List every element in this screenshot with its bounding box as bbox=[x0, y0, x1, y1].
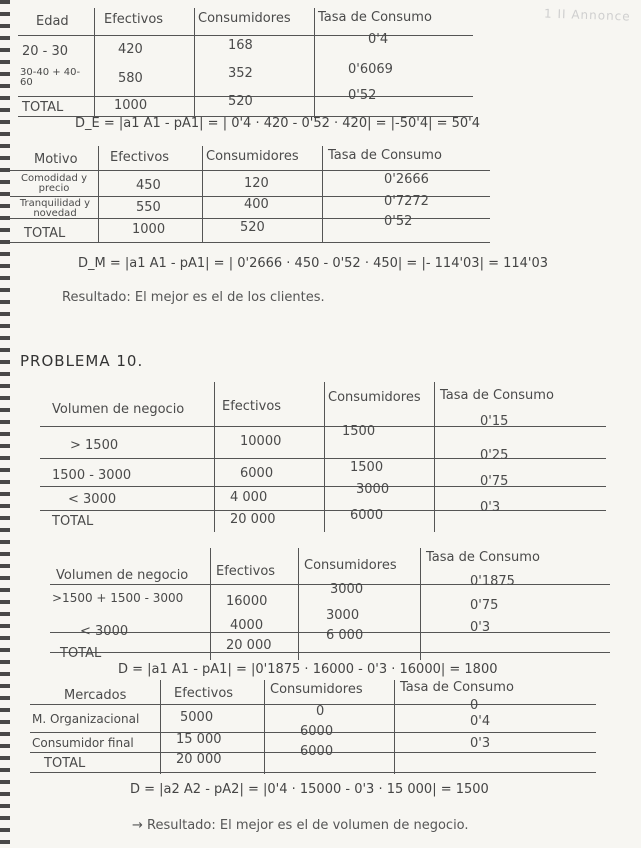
header-mercados: Mercados bbox=[64, 688, 127, 703]
header-motivo: Motivo bbox=[34, 152, 78, 167]
formula-dm: D_M = |a1 A1 - pA1| = | 0'2666 · 450 - 0'52 · 450| = |- 114'03| = 114'03 bbox=[78, 256, 549, 271]
row-tasa: 0'4 bbox=[470, 714, 491, 729]
row-label: 20 - 30 bbox=[22, 44, 69, 59]
row-tasa: 0'3 bbox=[470, 620, 491, 635]
header-tasa: Tasa de Consumo bbox=[318, 10, 432, 25]
row-label: < 3000 bbox=[80, 624, 129, 639]
row-consumidores: 3000 bbox=[356, 482, 390, 497]
row-label: TOTAL bbox=[52, 514, 94, 529]
row-consumidores: 400 bbox=[244, 197, 269, 212]
result-line-2: → Resultado: El mejor es el de volumen de negocio. bbox=[132, 818, 469, 833]
row-tasa: 0 bbox=[470, 698, 479, 713]
bleed-through-text: 1 II Annonce bbox=[544, 6, 632, 24]
row-efectivos: 15 000 bbox=[176, 732, 222, 747]
header-consumidores: Consumidores bbox=[206, 149, 299, 164]
table-edad bbox=[18, 8, 473, 118]
row-efectivos: 1000 bbox=[132, 222, 166, 237]
header-consumidores: Consumidores bbox=[328, 390, 421, 405]
row-label: TOTAL bbox=[60, 646, 102, 661]
row-tasa: 0'15 bbox=[480, 414, 509, 429]
formula-d2: D = |a2 A2 - pA2| = |0'4 · 15000 - 0'3 · 15 000| = 1500 bbox=[130, 782, 489, 797]
row-label: Tranquilidad y novedad bbox=[19, 198, 91, 219]
table-mercados bbox=[30, 680, 596, 776]
row-tasa: 0'4 bbox=[368, 32, 389, 47]
header-efectivos: Efectivos bbox=[216, 564, 276, 579]
row-label: TOTAL bbox=[44, 756, 86, 771]
row-consumidores: 120 bbox=[244, 176, 269, 191]
header-edad: Edad bbox=[36, 14, 69, 29]
header-efectivos: Efectivos bbox=[222, 399, 282, 414]
row-consumidores: 6000 bbox=[300, 724, 334, 739]
row-efectivos: 10000 bbox=[240, 434, 282, 449]
row-consumidores: 1500 bbox=[350, 460, 384, 475]
header-tasa: Tasa de Consumo bbox=[400, 680, 514, 695]
row-efectivos: 5000 bbox=[180, 710, 214, 725]
row-consumidores: 168 bbox=[228, 38, 253, 53]
row-tasa: 0'3 bbox=[470, 736, 491, 751]
problem-title: PROBLEMA 10. bbox=[20, 352, 144, 370]
header-tasa: Tasa de Consumo bbox=[328, 148, 442, 163]
row-label: Consumidor final bbox=[32, 736, 134, 750]
row-consumidores: 6000 bbox=[300, 744, 334, 759]
header-consumidores: Consumidores bbox=[304, 558, 397, 573]
header-consumidores: Consumidores bbox=[198, 11, 291, 26]
row-label: 1500 - 3000 bbox=[52, 468, 132, 483]
row-label: >1500 + 1500 - 3000 bbox=[52, 591, 184, 605]
row-tasa: 0'52 bbox=[384, 214, 413, 229]
header-efectivos: Efectivos bbox=[104, 12, 164, 27]
row-efectivos: 16000 bbox=[226, 594, 268, 609]
header-efectivos: Efectivos bbox=[110, 150, 170, 165]
row-label: 30-40 + 40-60 bbox=[20, 67, 81, 88]
header-consumidores: Consumidores bbox=[270, 682, 363, 697]
row-tasa: 0'75 bbox=[480, 474, 509, 489]
row-efectivos: 550 bbox=[136, 200, 161, 215]
formula-d1: D = |a1 A1 - pA1| = |0'1875 · 16000 - 0'3 · 16000| = 1800 bbox=[118, 662, 498, 677]
spiral-binding bbox=[0, 0, 10, 848]
row-efectivos: 20 000 bbox=[176, 752, 222, 767]
row-tasa: 0'1875 bbox=[470, 574, 515, 589]
row-efectivos: 20 000 bbox=[226, 638, 272, 653]
row-efectivos: 450 bbox=[136, 178, 161, 193]
row-consumidores: 520 bbox=[240, 220, 265, 235]
row-tasa: 0'7272 bbox=[384, 194, 429, 209]
header-volumen: Volumen de negocio bbox=[56, 568, 189, 583]
row-consumidores: 0 bbox=[316, 704, 325, 719]
row-label: TOTAL bbox=[22, 100, 64, 115]
row-efectivos: 6000 bbox=[240, 466, 274, 481]
row-efectivos: 1000 bbox=[114, 98, 148, 113]
result-line-1: Resultado: El mejor es el de los clientes. bbox=[62, 290, 325, 305]
table-motivo bbox=[10, 146, 490, 246]
row-consumidores: 352 bbox=[228, 66, 253, 81]
row-consumidores: 520 bbox=[228, 94, 253, 109]
row-tasa: 0'2666 bbox=[384, 172, 429, 187]
row-consumidores: 3000 bbox=[326, 608, 360, 623]
row-tasa: 0'25 bbox=[480, 448, 509, 463]
row-label: < 3000 bbox=[68, 492, 117, 507]
row-efectivos: 420 bbox=[118, 42, 143, 57]
header-tasa: Tasa de Consumo bbox=[426, 550, 540, 565]
row-efectivos: 4000 bbox=[230, 618, 264, 633]
row-consumidores: 3000 bbox=[330, 582, 364, 597]
row-efectivos: 580 bbox=[118, 71, 143, 86]
header-volumen: Volumen de negocio bbox=[52, 402, 185, 417]
row-tasa: 0'6069 bbox=[348, 62, 393, 77]
row-label: M. Organizacional bbox=[32, 712, 140, 726]
header-efectivos: Efectivos bbox=[174, 686, 234, 701]
row-tasa: 0'3 bbox=[480, 500, 501, 515]
row-efectivos: 4 000 bbox=[230, 490, 268, 505]
table-volumen-2 bbox=[50, 548, 610, 664]
row-tasa: 0'52 bbox=[348, 88, 377, 103]
formula-de: D_E = |a1 A1 - pA1| = | 0'4 · 420 - 0'52 · 420| = |-50'4| = 50'4 bbox=[75, 116, 481, 131]
header-tasa: Tasa de Consumo bbox=[440, 388, 554, 403]
row-consumidores: 6000 bbox=[350, 508, 384, 523]
row-consumidores: 1500 bbox=[342, 424, 376, 439]
row-label: > 1500 bbox=[70, 438, 119, 453]
row-consumidores: 6 000 bbox=[326, 628, 364, 643]
table-volumen-1 bbox=[40, 382, 606, 532]
row-label: TOTAL bbox=[24, 226, 66, 241]
row-tasa: 0'75 bbox=[470, 598, 499, 613]
row-efectivos: 20 000 bbox=[230, 512, 276, 527]
row-label: Comodidad y precio bbox=[20, 173, 87, 194]
